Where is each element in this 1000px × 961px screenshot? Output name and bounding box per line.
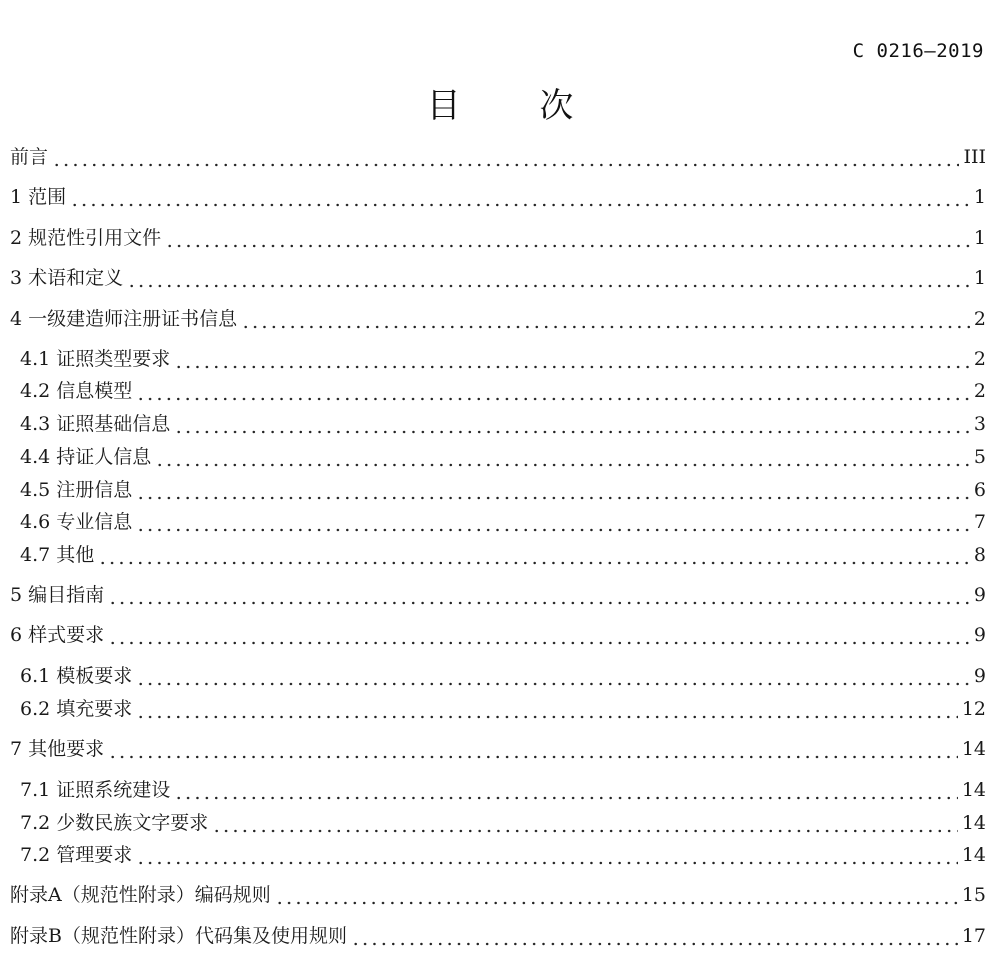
toc-entry-page: 2 bbox=[973, 380, 986, 402]
toc-entry-5[interactable] bbox=[0, 579, 986, 607]
dot-leader bbox=[98, 543, 970, 567]
toc-entry-label: 4.5 注册信息 bbox=[20, 479, 133, 501]
toc-entry-label: 附录A（规范性附录）编码规则 bbox=[10, 884, 271, 906]
dot-leader bbox=[174, 347, 970, 371]
toc-entry-page: 9 bbox=[973, 624, 986, 646]
toc-entry-4[interactable] bbox=[0, 303, 986, 331]
toc-entry-7-2b[interactable] bbox=[0, 839, 986, 867]
dot-leader bbox=[136, 843, 958, 867]
toc-entry-page: 1 bbox=[973, 267, 986, 289]
toc-entry-page: 14 bbox=[961, 738, 986, 760]
toc-entry-page: 2 bbox=[973, 348, 986, 370]
toc-entry-appendix-b[interactable] bbox=[0, 920, 986, 948]
toc-entry-label: 附录B（规范性附录）代码集及使用规则 bbox=[10, 925, 347, 947]
toc-entry-label: 7.2 管理要求 bbox=[20, 844, 133, 866]
toc-entry-page: 12 bbox=[961, 698, 986, 720]
toc-entry-4-2[interactable] bbox=[0, 375, 986, 403]
toc-entry-label: 7.1 证照系统建设 bbox=[20, 779, 171, 801]
toc-entry-7[interactable] bbox=[0, 733, 986, 761]
toc-entry-page: 14 bbox=[961, 844, 986, 866]
toc-entry-label: 4.6 专业信息 bbox=[20, 511, 133, 533]
toc-entry-4-4[interactable] bbox=[0, 441, 986, 469]
dot-leader bbox=[52, 145, 959, 169]
toc-entry-7-2a[interactable] bbox=[0, 807, 986, 835]
document-code: C 0216—2019 bbox=[852, 40, 984, 62]
toc-entry-page: 14 bbox=[961, 779, 986, 801]
dot-leader bbox=[136, 664, 970, 688]
dot-leader bbox=[165, 226, 970, 250]
toc-entry-label: 4 一级建造师注册证书信息 bbox=[10, 308, 238, 330]
toc-entry-label: 4.2 信息模型 bbox=[20, 380, 133, 402]
dot-leader bbox=[351, 924, 958, 948]
toc-entry-6-1[interactable] bbox=[0, 660, 986, 688]
toc-entry-page: 6 bbox=[973, 479, 986, 501]
toc-entry-page: 14 bbox=[961, 812, 986, 834]
toc-entry-label: 4.1 证照类型要求 bbox=[20, 348, 171, 370]
dot-leader bbox=[174, 778, 958, 802]
toc-entry-label: 1 范围 bbox=[10, 186, 67, 208]
toc-entry-page: 1 bbox=[973, 227, 986, 249]
toc-entry-page: 9 bbox=[973, 584, 986, 606]
dot-leader bbox=[108, 623, 970, 647]
dot-leader bbox=[127, 266, 970, 290]
dot-leader bbox=[241, 307, 970, 331]
toc-entry-label: 6.2 填充要求 bbox=[20, 698, 133, 720]
toc-entry-page: 2 bbox=[973, 308, 986, 330]
dot-leader bbox=[136, 379, 970, 403]
toc-entry-page: 1 bbox=[973, 186, 986, 208]
dot-leader bbox=[108, 737, 958, 761]
toc-entry-page: 5 bbox=[973, 446, 986, 468]
toc-entry-4-7[interactable] bbox=[0, 539, 986, 567]
page-title: 目 次 bbox=[426, 86, 608, 126]
toc-entry-4-5[interactable] bbox=[0, 474, 986, 502]
dot-leader bbox=[136, 478, 970, 502]
toc-entry-page: 7 bbox=[973, 511, 986, 533]
toc-entry-label: 2 规范性引用文件 bbox=[10, 227, 162, 249]
toc-entry-page: 15 bbox=[961, 884, 986, 906]
toc-entry-4-1[interactable] bbox=[0, 343, 986, 371]
toc-entry-page: 3 bbox=[973, 413, 986, 435]
toc-entry-label: 6 样式要求 bbox=[10, 624, 105, 646]
toc-entry-3[interactable] bbox=[0, 262, 986, 290]
toc-entry-label: 前言 bbox=[10, 146, 49, 168]
dot-leader bbox=[155, 445, 970, 469]
toc-entry-4-3[interactable] bbox=[0, 408, 986, 436]
toc-entry-6-2[interactable] bbox=[0, 693, 986, 721]
toc-entry-label: 4.3 证照基础信息 bbox=[20, 413, 171, 435]
toc-entry-7-1[interactable] bbox=[0, 774, 986, 802]
toc-entry-2[interactable] bbox=[0, 222, 986, 250]
toc-entry-label: 7 其他要求 bbox=[10, 738, 105, 760]
toc-entry-page: 17 bbox=[961, 925, 986, 947]
dot-leader bbox=[275, 883, 958, 907]
toc-entry-label: 4.4 持证人信息 bbox=[20, 446, 152, 468]
dot-leader bbox=[70, 185, 970, 209]
dot-leader bbox=[108, 583, 970, 607]
toc-entry-page: 8 bbox=[973, 544, 986, 566]
toc-entry-page: 9 bbox=[973, 665, 986, 687]
toc-entry-label: 7.2 少数民族文字要求 bbox=[20, 812, 209, 834]
dot-leader bbox=[212, 811, 958, 835]
toc-entry-label: 3 术语和定义 bbox=[10, 267, 124, 289]
toc-entry-appendix-a[interactable] bbox=[0, 879, 986, 907]
dot-leader bbox=[136, 510, 970, 534]
toc-entry-6[interactable] bbox=[0, 619, 986, 647]
toc-entry-label: 4.7 其他 bbox=[20, 544, 95, 566]
toc-entry-1[interactable] bbox=[0, 181, 986, 209]
toc-entry-preface[interactable] bbox=[0, 141, 986, 169]
dot-leader bbox=[136, 697, 958, 721]
toc-entry-label: 5 编目指南 bbox=[10, 584, 105, 606]
toc-entry-label: 6.1 模板要求 bbox=[20, 665, 133, 687]
toc-entry-4-6[interactable] bbox=[0, 506, 986, 534]
toc-entry-page: III bbox=[963, 146, 986, 168]
dot-leader bbox=[174, 412, 970, 436]
